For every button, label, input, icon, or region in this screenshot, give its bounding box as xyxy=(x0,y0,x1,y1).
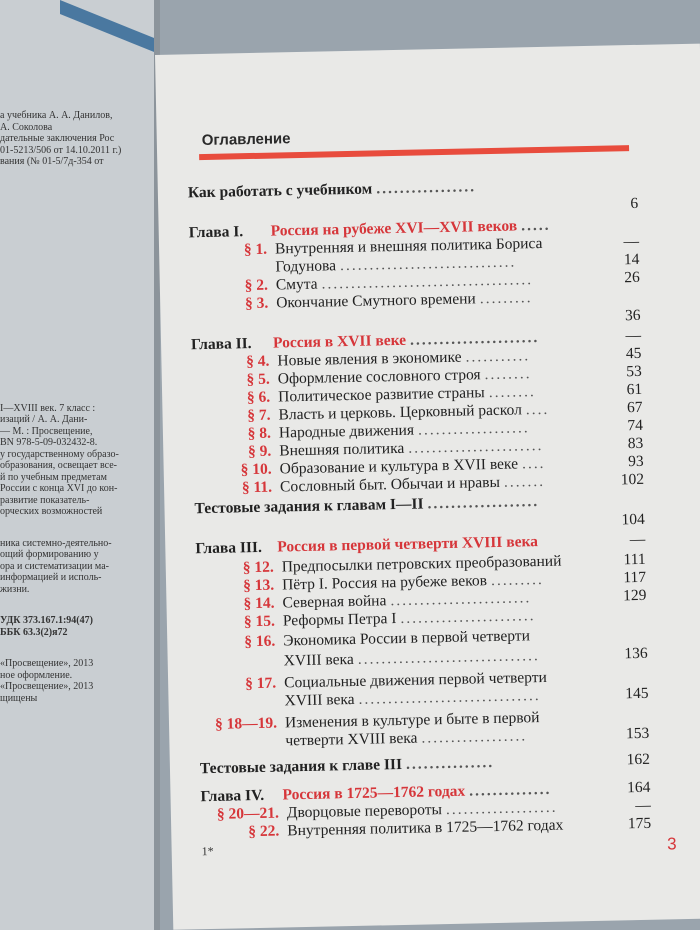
leader-dots: .... xyxy=(521,454,546,473)
page-ref: 26 xyxy=(624,268,640,287)
chapter-label: Глава I. xyxy=(188,223,244,242)
page-ref: 61 xyxy=(626,380,643,399)
entry-title xyxy=(285,727,527,750)
page-ref: 93 xyxy=(627,452,644,471)
page-ref: 102 xyxy=(620,470,645,489)
entry-text: Внешняя политика xyxy=(279,439,405,460)
imprint-line: ББК 63.3(2)я72 xyxy=(0,626,68,638)
leader-dots: ......... xyxy=(490,570,545,590)
page-ref: 175 xyxy=(627,814,652,833)
page-ref: — xyxy=(625,326,642,345)
leader-dots: ....................... xyxy=(400,607,536,627)
page-ref: 153 xyxy=(625,724,650,743)
entry-text: Россия в 1725—1762 годах xyxy=(282,782,466,804)
imprint-line: а учебника А. А. Данилов, xyxy=(0,110,113,121)
chapter-label: Глава III. xyxy=(195,538,263,558)
page-ref: 67 xyxy=(626,398,643,417)
section-number: § 18—19. xyxy=(214,714,278,733)
imprint-line: вания (№ 01-5/7д-354 от xyxy=(0,156,104,167)
chapter-label: Глава II. xyxy=(190,335,252,354)
page-ref: — xyxy=(623,232,640,251)
section-number: § 11. xyxy=(241,478,273,497)
leader-dots: ........ xyxy=(488,383,536,402)
entry-title xyxy=(283,627,530,650)
leader-dots: ...................... xyxy=(409,329,540,349)
section-number: § 10. xyxy=(240,460,272,479)
toc-entry xyxy=(170,750,690,781)
page-ref: — xyxy=(635,796,651,815)
page-ref: 74 xyxy=(627,416,644,435)
page-ref: 104 xyxy=(621,510,646,529)
imprint-line: ное оформление. xyxy=(0,669,73,681)
section-number: § 1. xyxy=(243,240,268,259)
imprint-line: щищены xyxy=(0,692,38,704)
page-ref: 162 xyxy=(626,750,651,769)
page-ref: 117 xyxy=(623,568,647,587)
page-ref: 83 xyxy=(627,434,644,453)
leader-dots: ............................... xyxy=(358,687,541,708)
entry-text: Годунова xyxy=(275,257,337,276)
leader-dots: ....... xyxy=(503,472,546,491)
section-number: § 14. xyxy=(243,594,275,613)
leader-dots: ................... xyxy=(445,798,558,819)
entry-text: Оформление сословного строя xyxy=(277,366,481,388)
page-ref: 129 xyxy=(623,586,647,605)
section-number: § 22. xyxy=(248,822,280,841)
entry-text: Внутренняя политика в 1725—1762 годах xyxy=(287,816,564,840)
entry-text: Как работать с учебником xyxy=(187,180,373,202)
entry-text: XVIII века xyxy=(284,690,355,710)
entry-text: Россия в первой четверти XVIII века xyxy=(277,533,539,556)
entry-text: Сословный быт. Обычаи и нравы xyxy=(279,473,501,496)
leader-dots: ........ xyxy=(484,365,532,384)
section-number: § 4. xyxy=(246,352,270,371)
imprint-line: развитие показатель- xyxy=(0,494,90,506)
imprint-line: УДК 373.167.1:94(47) xyxy=(0,615,93,626)
page-ref: 14 xyxy=(623,250,640,269)
entry-text: Образование и культура в XVII веке xyxy=(279,455,519,478)
leader-dots: ........... xyxy=(465,347,531,366)
entry-text: Экономика России в первой четверти xyxy=(283,627,531,650)
imprint-line: А. Соколова xyxy=(0,121,53,133)
imprint-line: жизни. xyxy=(0,583,30,595)
entry-text: Предпосылки петровских преобразований xyxy=(281,552,562,576)
imprint-line: 01-5213/506 от 14.10.2011 г.) xyxy=(0,144,122,156)
section-number: § 3. xyxy=(244,294,269,313)
section-number: § 9. xyxy=(247,442,272,461)
page-ref: 6 xyxy=(630,194,639,213)
entry-text: Политическое развитие страны xyxy=(278,384,485,406)
leader-dots: .............................. xyxy=(339,253,517,275)
imprint-text xyxy=(0,110,150,704)
section-number: § 7. xyxy=(247,406,271,425)
entry-text: Изменения в культуре и быте в первой xyxy=(284,709,540,732)
imprint-line: І—XVIII век. 7 класс : xyxy=(0,402,96,414)
chapter-label: Глава IV. xyxy=(200,786,265,806)
leader-dots: ................. xyxy=(376,178,477,198)
section-number: § 2. xyxy=(244,276,269,295)
imprint-line: ора и систематизации ма- xyxy=(0,560,109,572)
leader-dots: ....................... xyxy=(408,436,544,457)
left-page xyxy=(0,0,160,930)
entry-text: четверти XVIII века xyxy=(285,729,418,750)
imprint-line: «Просвещение», 2013 xyxy=(0,658,94,669)
imprint-line: орческих возможностей xyxy=(0,506,103,517)
entry-text: Россия на рубеже XVI—XVII веков xyxy=(270,217,518,240)
entry-text: Социальные движения первой четверти xyxy=(284,668,547,692)
page-ref: 111 xyxy=(623,550,646,569)
page-ref: 164 xyxy=(627,778,651,797)
page-title: Оглавление xyxy=(201,130,291,150)
leader-dots: ............................... xyxy=(357,647,540,668)
signature-mark: 1* xyxy=(201,843,214,859)
imprint-line: изаций / А. А. Дани- xyxy=(0,414,88,425)
entry-text: Окончание Смутного времени xyxy=(276,290,476,312)
imprint-line: России с конца XVI до кон- xyxy=(0,483,118,494)
leader-dots: .... xyxy=(525,400,550,419)
page-ref: — xyxy=(629,530,646,549)
leader-dots: ......... xyxy=(479,289,533,308)
entry-text: Тестовые задания к главам I—II xyxy=(194,495,424,518)
entry-text: Северная война xyxy=(282,592,387,612)
section-number: § 5. xyxy=(246,370,270,389)
entry-text: XVIII века xyxy=(283,650,354,670)
page-ref: 53 xyxy=(626,362,642,381)
entry-text: Дворцовые перевороты xyxy=(286,801,443,822)
leader-dots: ........................ xyxy=(390,589,532,610)
imprint-line: у государственному образо- xyxy=(0,448,119,460)
entry-text: Пётр I. Россия на рубеже веков xyxy=(281,572,488,594)
imprint-line: дательные заключения Рос xyxy=(0,133,115,144)
section-number: § 15. xyxy=(243,612,276,631)
entry-text: Смута xyxy=(275,275,318,294)
imprint-line: «Просвещение», 2013 xyxy=(0,681,94,692)
section-number: § 13. xyxy=(242,576,275,595)
page-number: 3 xyxy=(666,834,677,854)
section-number: § 8. xyxy=(247,424,272,443)
section-number: § 12. xyxy=(242,558,274,577)
entry-text: Новые явления в экономике xyxy=(277,348,462,370)
entry-text: Тестовые задания к главе III xyxy=(199,755,403,778)
entry-text: Власть и церковь. Церковный раскол xyxy=(278,401,523,424)
imprint-line: образования, освещает все- xyxy=(0,460,117,471)
entry-text: Внутренняя и внешняя политика Бориса xyxy=(274,234,543,258)
entry-title xyxy=(200,754,495,778)
page-ref: 45 xyxy=(625,344,642,363)
imprint-line: информацией и исполь- xyxy=(0,572,102,583)
contents-page xyxy=(155,44,700,930)
leader-dots: ............... xyxy=(405,754,495,773)
leader-dots: ................... xyxy=(427,493,540,513)
imprint-line: й по учебным предметам xyxy=(0,471,107,483)
leader-dots: .................. xyxy=(421,727,528,747)
imprint-line: ВN 978-5-09-032432-8. xyxy=(0,437,98,448)
entry-text: Народные движения xyxy=(278,421,415,442)
section-number: § 20—21. xyxy=(216,804,280,823)
leader-dots: ..... xyxy=(520,216,551,235)
section-number: § 6. xyxy=(246,388,271,407)
entry-text: Россия в XVII веке xyxy=(272,331,407,352)
entry-text: Реформы Петра I xyxy=(282,610,397,630)
imprint-line: ощий формированию у xyxy=(0,549,99,560)
imprint-line: — М. : Просвещение, xyxy=(0,425,93,437)
page-ref: 145 xyxy=(625,684,649,703)
section-number: § 16. xyxy=(244,632,276,651)
imprint-line: ника системно-деятельно- xyxy=(0,537,112,549)
section-number: § 17. xyxy=(245,674,277,693)
leader-dots: ................... xyxy=(417,419,530,439)
page-ref: 136 xyxy=(624,644,648,663)
leader-dots: .............. xyxy=(469,780,552,800)
leader-dots: .................................... xyxy=(321,271,534,293)
cover-edge xyxy=(60,0,160,54)
page-ref: 36 xyxy=(624,306,641,325)
